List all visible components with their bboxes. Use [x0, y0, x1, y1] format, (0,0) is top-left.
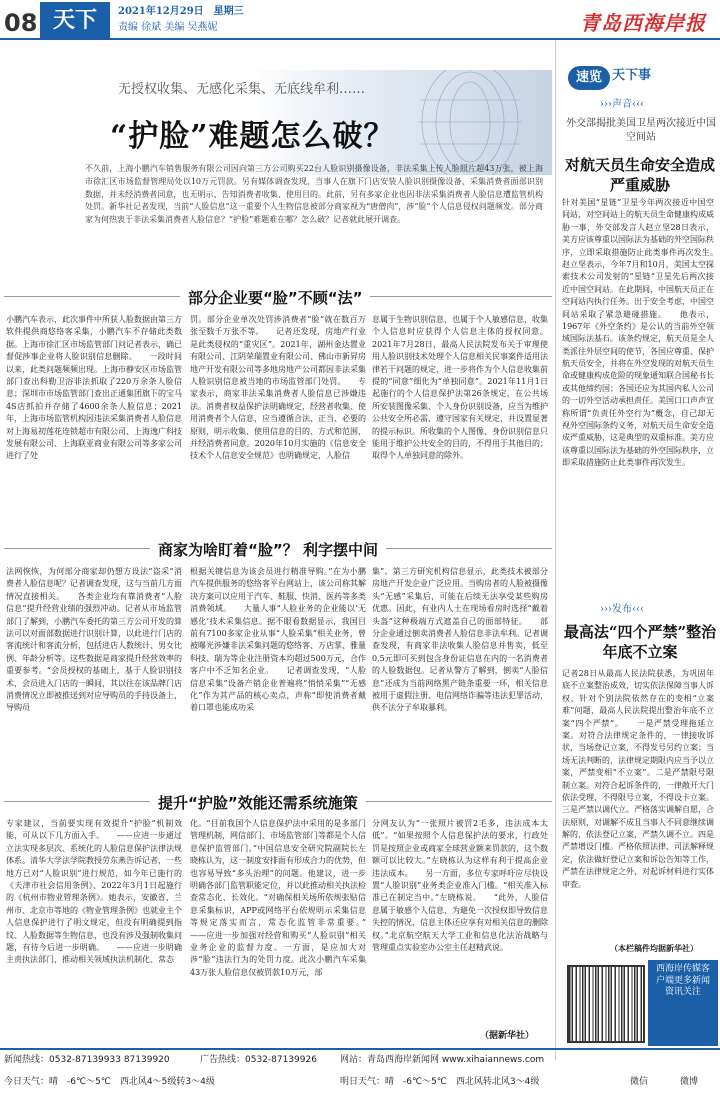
- weather-today: 今日天气：晴 -6℃～5℃ 西北风4～5级转3～4级: [4, 1077, 215, 1087]
- badge-quick: 速览: [568, 66, 610, 90]
- s3-column-3: 分网友认为“一张照片被罚2毛多，违法成本太低”。“如果按照个人信息保护法的要求，行政处罚是按照企业或商家全球营业额来罚款的，这个数额可以比较大。”左晓栋认为这样有利于提高企业违法成本。 另一方面，多位专家呼吁应尽快设置“人脸识别”业务类企业准入门槛。“相关准入标准已在制定当中。”左晓栋说。 “此外，人脸信息属于敏感个人信息，为避免一次授权即导致信息失控的情况，信息主体还应享有对相关信息的删除权。”北京航空航天大学工业和信息化法治战略与管理重点实验室办公室主任赵精武说。: [372, 819, 548, 952]
- s1-column-1: 小鹏汽车表示，此次事件中所获人脸数据由第三方软件提供商悠络客采集，小鹏汽车不存储此类数据。上海市徐汇区市场监管部门问记者表示，确已督促涉事企业将人脸识别信息删除。 一段时间以来，此类问题频频出现。上海市静安区市场监管部门查出科勒卫浴非法抓取了220万余条人脸信息；深圳市市场监管部门查出正通集团旗下的宝马4S店抓拍并存储了4600余条人脸信息；2021年，上海市场监管机构因违法采集消费者人脸信息对上海易初莲花连锁超市有限公司、上海逸广科技发展有限公司、上海联亚商业有限公司等多家公司进行了处: [6, 315, 182, 461]
- s3-column-2: 化。“目前我国个人信息保护法中采用的是多部门管理机制，网信部门、市场监管部门等都是个人信息保护监管部门。”中国信息安全研究院副院长左晓栋认为，这一制度安排面有形成合力的优势，但也容易导致“多头治理”的问题。他建议，进一步明确各部门监管职能定位，并以此推动相关执法检查常态化、长效化。“对确保相关场所依规张贴信息采集标识，APP或网络平台依规明示采集信息等规定落实而言，常态化监管非常重要。” ——应进一步加强对经营和购买“人脸识别”相关业务企业的监督力度。一方面，是应加大对涉“脸”违法行为的处罚力度。此次小鹏汽车采集43万张人脸信息仅被罚款10万元，部: [190, 819, 366, 977]
- headline-title: “护脸”难题怎么破？: [110, 119, 395, 154]
- section-heading-3: 提升“护脸”效能还需系统施策: [150, 792, 366, 815]
- section-title: 天下: [40, 2, 110, 38]
- lead-paragraph: 不久前，上海小鹏汽车销售服务有限公司因向第三方公司购买22台人脸识别摄像设备，非法采集上传人脸照片超43万张，被上海市徐汇区市场监督管理局处以10万元罚款。另有媒体调查发现，当事人在旗下门店安装人脸识别摄像设备，采集消费者面部识别数据，并未经消费者同意，也无明示、告知消费者收集、使用目的。此前，另有多家企业也因非法采集消费者人脸信息遭监管机构处罚。新华社记者发现，当前“人脸信息”这一重要个人生物信息被部分商家视为“唐僧肉”，涉“脸”个人信息侵权问题频发。部分商家为何热衷于非法采集消费者人脸信息？“护脸”难题难在哪？怎么破？记者就此展开调查。: [85, 164, 543, 225]
- qr-code[interactable]: [567, 965, 645, 1043]
- right-body-2: 记者28日从最高人民法院获悉，为巩固年底不立案整治成效，切实依法保障当事人诉权，针对个别法院依然存在的变相“立案难”问题，最高人民法院提出整治年底不立案“四个严禁”。 一是严禁受理拖延立案。对符合法律规定条件的，一律接收诉状，当场登记立案，不得发号另约立案；当场无法判断的，法律规定期限内应当予以立案，严禁变相“不立案”。二是严禁限号限制立案。对符合起诉条件的，一律敞开大门依法受理，不得限号立案，不得设卡立案。三是严禁以调代立。严格落实调解自愿，合法原则，对调解不成且当事人不同意继续调解的，依法登记立案，严禁久调不立。四是严禁增设门槛。严格依照法律、司法解释规定，依法做好登记立案和诉讼告知等工作，严禁在法律规定之外，对起诉材料进行实体审查。: [562, 669, 714, 889]
- right-title: 对航天员生命安全造成严重威胁: [564, 156, 715, 195]
- right-subtitle: 外交部揭批美国卫星两次接近中国空间站: [566, 118, 716, 143]
- weather-tomorrow: 明日天气：晴 -6℃～5℃ 西北风转北风3～4级: [340, 1077, 540, 1087]
- app-promo: 西海岸传媒客户端更多新闻资讯关注: [648, 960, 718, 1046]
- right-body: 针对美国“星链”卫星今年两次接近中国空间站，对空间站上的航天员生命健康构成威胁一事，外交部发言人赵立坚28日表示，美方应该尊重以国际法为基础的外空国际秩序，立即采取措施防止此类事件再次发生。 赵立坚表示，今年7月和10月，美国太空探索技术公司发射的“星链”卫星先后两次接近中国空间站。在此期间，中国航天员正在空间站内执行任务。出于安全考虑，中国空间站采取了紧急避碰措施。 他表示，1967年《外空条约》是公认的当前外空领域国际法基石。该条约规定，航天员是全人类派往外层空间的使节，各国应尊重、保护航天员安全，并将在外空发现的对航天员生命或健康构成危险的现象通知联合国秘书长或其他缔约国；各国还应为其国内私人公司的一切外空活动承担责任。美国口口声声宣称所谓“负责任外空行为”概念，自己却无视外空国际条约义务，对航天员生命安全造成严重威胁，这是典型的双重标准。美方应该尊重以国际法为基础的外空国际秩序，立即采取措施防止此类事件再次发生。: [562, 198, 714, 468]
- paper-logo: 青岛西海岸报: [580, 11, 706, 35]
- voice-label: ›››声音‹‹‹: [600, 99, 644, 110]
- s3-column-1: 专家建议，当前要实现有效提升“护脸”机制效能，可从以下几方面入手。 ——应进一步通过立法实现多层次、系统化的人脸信息保护法律法规体系。清华大学法学院教授劳东燕告诉记者，一些地方已对“人脸识别”进行规范，如今年已施行的《天津市社会信用条例》、2022年3月1日起施行的《杭州市物业管理条例》。她表示，安徽省、兰州市、北京市等地的《物业管理条例》也就业主个人信息保护进行了明文规定，但没有明确提到指纹、人脸数据等生物信息，也没有涉及强制收集问题，有待今后进一步明确。 ——应进一步明确主责执法部门，推动相关领域执法机制化、常态: [6, 819, 182, 965]
- ad-hotline: 广告热线：0532-87139926: [200, 1055, 317, 1065]
- page-number: 08: [4, 9, 38, 37]
- s2-column-3: 集”。第三方研究机构信息显示，此类技术被部分房地产开发企业广泛应用。当购房者的人脸被摄像头“无感”采集后，可能在后续无法享受某些购房优惠。因此，有业内人士在现场看房时选择“戴着头盔”这种极端方式遮盖自己的面部特征。 部分企业通过倒卖消费者人脸信息非法牟利。记者调查发现，有商家非法收集人脸信息并售卖，低至0.5元即可买到包含身份证信息在内的一名消费者的人脸数据包。记者从警方了解到，倒卖“人脸信息”还成为当前网络黑产链条重要一环，相关信息被用于虚假注册、电信网络诈骗等违法犯罪活动，供不法分子牟取暴利。: [372, 567, 548, 713]
- weibo-label: 微博: [680, 1077, 699, 1087]
- s2-column-1: 法网恢恢，为何部分商家却仍想方设法“盗采”消费者人脸信息呢？记者调查发现，这与当前几方面情况直接相关。 各类企业均有靠消费者“人脸信息”提升经营业绩的强烈冲动。记者从市场监管部门了解到，小鹏汽车委托的第三方公司开发的算法可以对面部数据进行识别计算，以此进行门店的客流统计和客流分析，包括进店人数统计、男女比例、年龄分析等。这些数据是商家提升经营效率的重要参考。“会员授权的基础上，基于人脸识别技术，会员进入门店的一瞬间，其以往在该品牌门店消费情况立即被推送到对应导购员的手持设备上，导购员: [6, 567, 182, 713]
- s1-column-3: 息属于生物识别信息，也属于个人敏感信息，收集个人信息时应获得个人信息主体的授权同意。2021年7月28日，最高人民法院发布关于审理使用人脸识别技术处理个人信息相关民事案件适用法律若干问题的规定，进一步将作为个人信息收集前提的“同意”细化为“单独同意”。2021年11月1日起施行的个人信息保护法第26条规定，在公共场所安装图像采集、个人身份识别设备，应当为维护公共安全所必需，遵守国家有关规定，并设置显著的提示标识。所收集的个人图像、身份识别信息只能用于维护公共安全的目的，不得用于其他目的；取得个人单独同意的除外。: [372, 315, 548, 461]
- s2-column-2: 根据关键信息为该会员进行精准导购。”在为小鹏汽车提供服务的悠络客平台网站上，该公司称其解决方案可以应用于汽车、鞋服、快消、医药等多类消费领域。 大量人事“人脸业务的企业能以‘无感化’技术采集信息。据不眼看数据显示，我国目前有7100多家企业从事“人脸采集”相关业务，曾被曝光涉嫌非法采集问题的悠络客、万店掌、雅量科技、瑞为等企业注册资本均超过500万元，合作客户中不乏知名企业。 记者调查发现，“人脸信息采集”设备产销企业普遍将“悄悄采集”“无感化”作为其产品的核心卖点，声称“即使消费者戴着口罩也能成功采: [190, 567, 366, 713]
- release-label: ›››发布‹‹‹: [600, 604, 644, 615]
- badge-world: 天下事: [612, 68, 652, 83]
- s3-credit: （据新华社）: [480, 1031, 535, 1041]
- wechat-label: 微信: [630, 1077, 649, 1087]
- section-heading-1: 部分企业要“脸”不顾“法”: [180, 287, 370, 310]
- right-credit: （本栏稿件均据新华社）: [610, 943, 698, 953]
- footer: [0, 1048, 720, 1095]
- right-title-2: 最高法“四个严禁”整治年底不立案: [563, 623, 717, 662]
- headline-subtitle: 无授权收集、无感化采集、无底线牟利……: [118, 82, 366, 97]
- editors: 责编 徐斌 美编 吴燕妮: [118, 22, 218, 33]
- website-link[interactable]: 网站：青岛西海岸新闻网 www.xihaiannews.com: [340, 1055, 545, 1065]
- section-heading-2: 商家为啥盯着“脸”？ 利字摆中间: [150, 539, 386, 562]
- news-hotline: 新闻热线：0532-87139933 87139920: [4, 1055, 170, 1065]
- issue-date: 2021年12月29日 星期三: [118, 6, 244, 17]
- s1-column-2: 罚。部分企业单次处罚涉消费者“脸”就在数百万张至数千万张不等。 记者还发现，房地产行业是此类侵权的“重灾区”。2021年，湖州金达置业有限公司、江阴荣瑞置业有限公司、佛山市新昇房地产开发有限公司等多地房地产公司都因非法采集人脸识别信息被当地的市场监管部门处罚。 专家表示，商家非法采集消费者人脸信息已涉嫌违法。消费者权益保护法明确规定，经营者收集、使用消费者个人信息，应当遵循合法、正当、必要的原则，明示收集、使用信息的目的、方式和范围，并经消费者同意。2020年10月实施的《信息安全技术个人信息安全规范》也明确规定，人脸信: [190, 315, 366, 461]
